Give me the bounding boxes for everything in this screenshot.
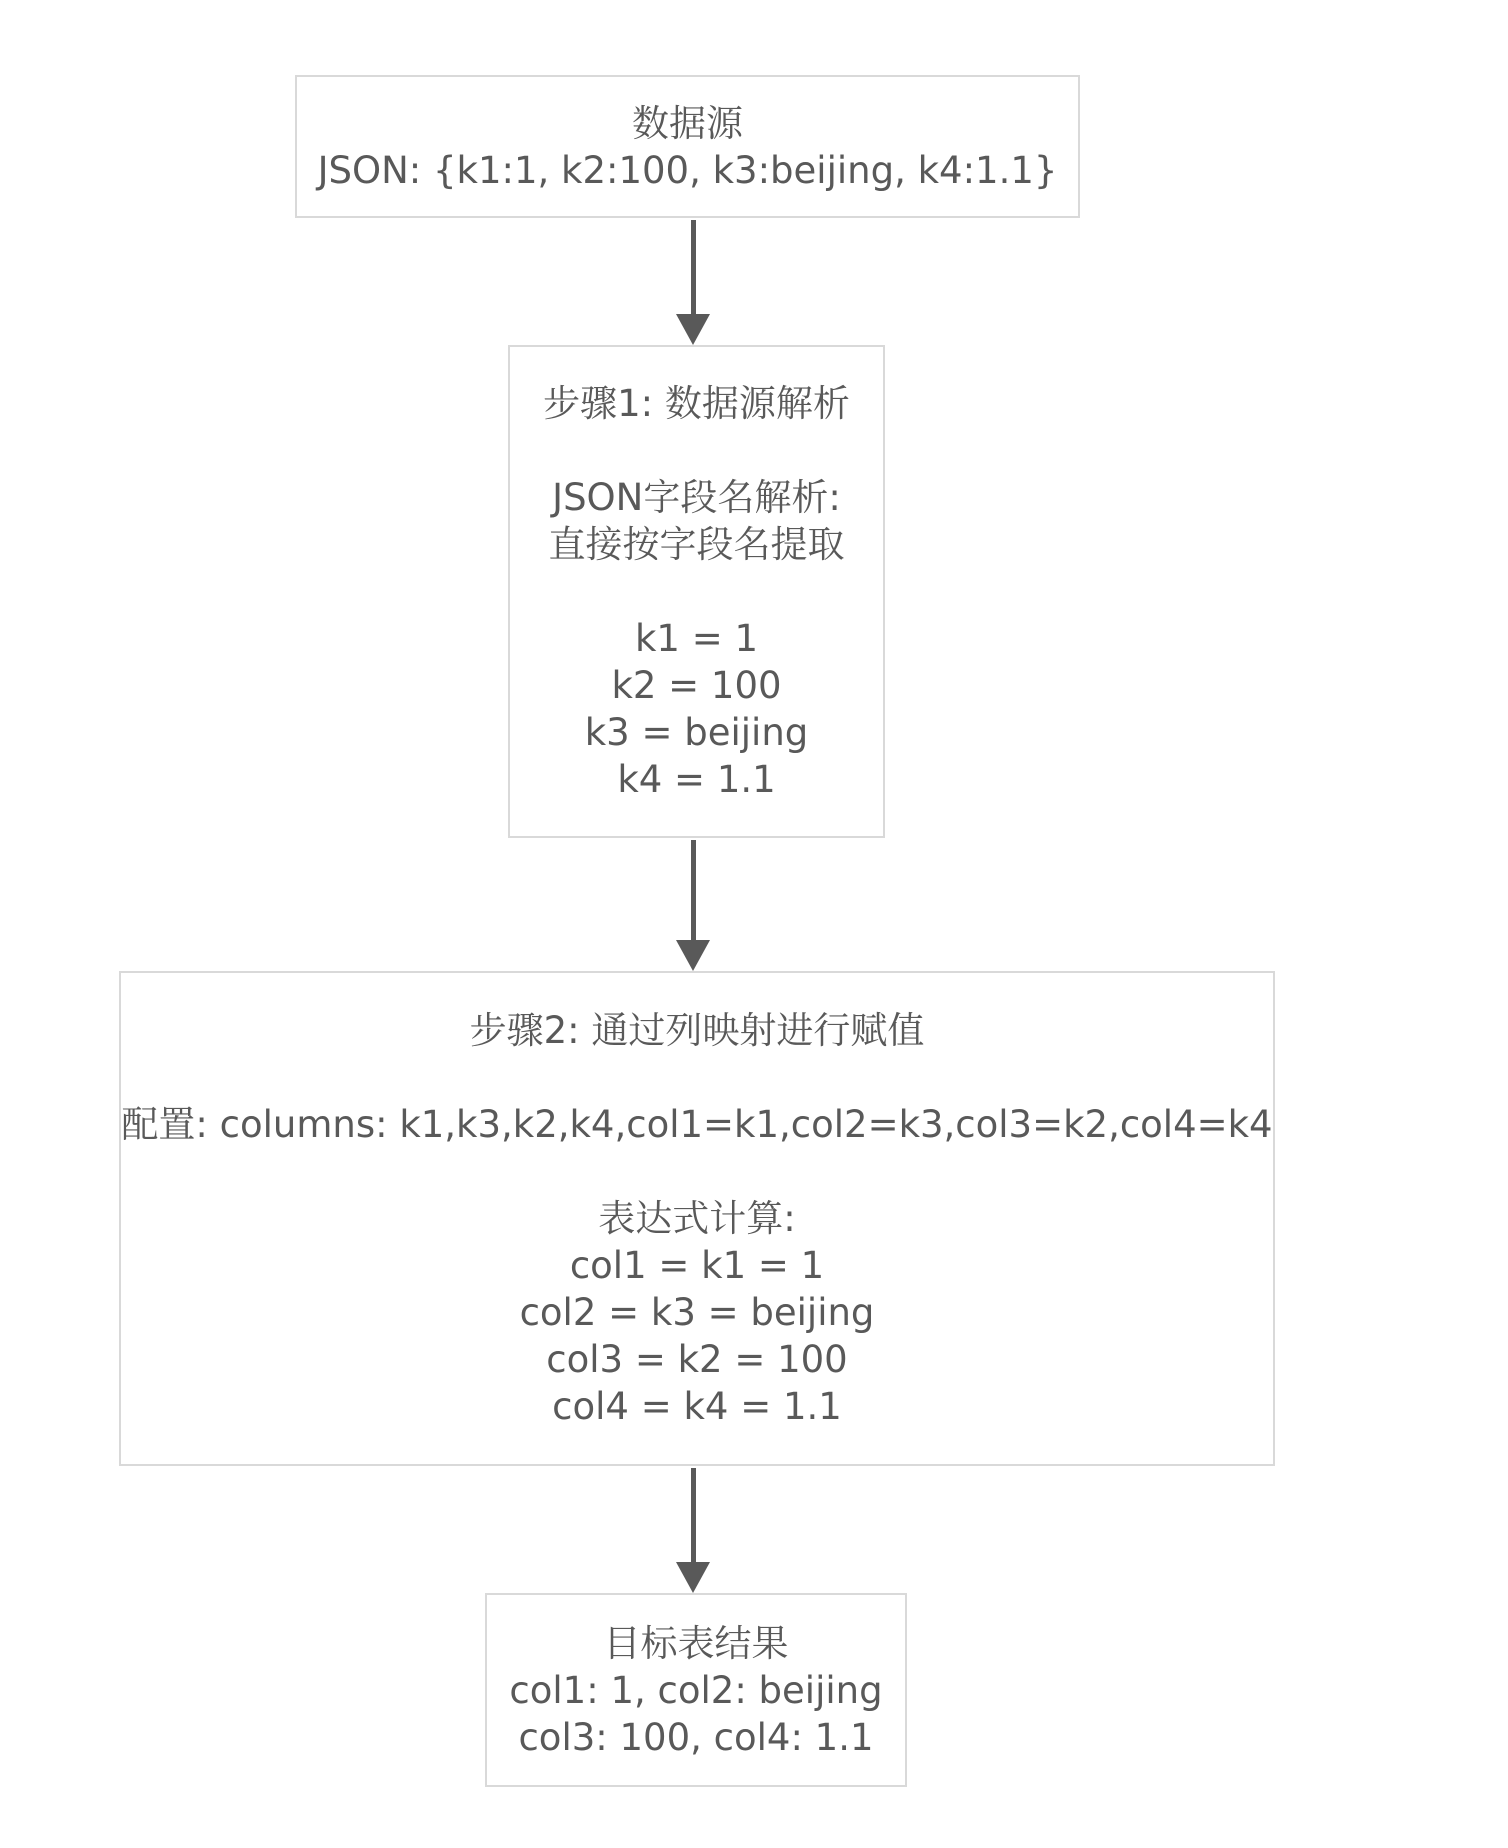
- flow-arrow-step2-to-result: [676, 1468, 710, 1593]
- result-row-line: col3: 100, col4: 1.1: [518, 1715, 874, 1759]
- step2-expr-title: 表达式计算:: [598, 1197, 796, 1240]
- step1-value-line: k2 = 100: [611, 664, 782, 707]
- spacer: [510, 568, 883, 615]
- step2-config-line: 配置: columns: k1,k3,k2,k4,col1=k1,col2=k3,col3=k2,col4=k4: [121, 1103, 1273, 1146]
- result-row-line: col1: 1, col2: beijing: [509, 1668, 883, 1712]
- spacer: [510, 427, 883, 474]
- step1-title: 步骤1: 数据源解析: [543, 382, 850, 425]
- arrow-down-icon: [676, 314, 710, 345]
- step2-title: 步骤2: 通过列映射进行赋值: [469, 1009, 925, 1052]
- source-node: [295, 75, 1080, 218]
- flow-arrow-step1-to-step2: [676, 840, 710, 971]
- arrow-shaft: [691, 840, 696, 940]
- arrow-shaft: [691, 1468, 696, 1562]
- step2-expr-line: col2 = k3 = beijing: [519, 1291, 875, 1334]
- step1-value-line: k1 = 1: [634, 617, 759, 660]
- step1-parse-line: 直接按字段名提取: [548, 523, 845, 566]
- step1-value-line: k4 = 1.1: [617, 758, 776, 801]
- spacer: [121, 1054, 1273, 1101]
- arrow-down-icon: [676, 1562, 710, 1593]
- result-node: [485, 1593, 907, 1787]
- step1-value-line: k3 = beijing: [584, 711, 809, 754]
- step2-expr-line: col3 = k2 = 100: [546, 1338, 848, 1381]
- arrow-shaft: [691, 220, 696, 314]
- step1-node: [508, 345, 885, 838]
- step2-expr-line: col1 = k1 = 1: [569, 1244, 825, 1287]
- step1-parse-line: JSON字段名解析:: [552, 476, 841, 519]
- source-title: 数据源: [632, 101, 743, 145]
- step2-node: [119, 971, 1275, 1466]
- result-title: 目标表结果: [603, 1621, 789, 1665]
- spacer: [121, 1148, 1273, 1195]
- arrow-down-icon: [676, 940, 710, 971]
- step2-expr-line: col4 = k4 = 1.1: [552, 1385, 842, 1428]
- flow-arrow-source-to-step1: [676, 220, 710, 345]
- source-json-text: JSON: {k1:1, k2:100, k3:beijing, k4:1.1}: [317, 148, 1058, 192]
